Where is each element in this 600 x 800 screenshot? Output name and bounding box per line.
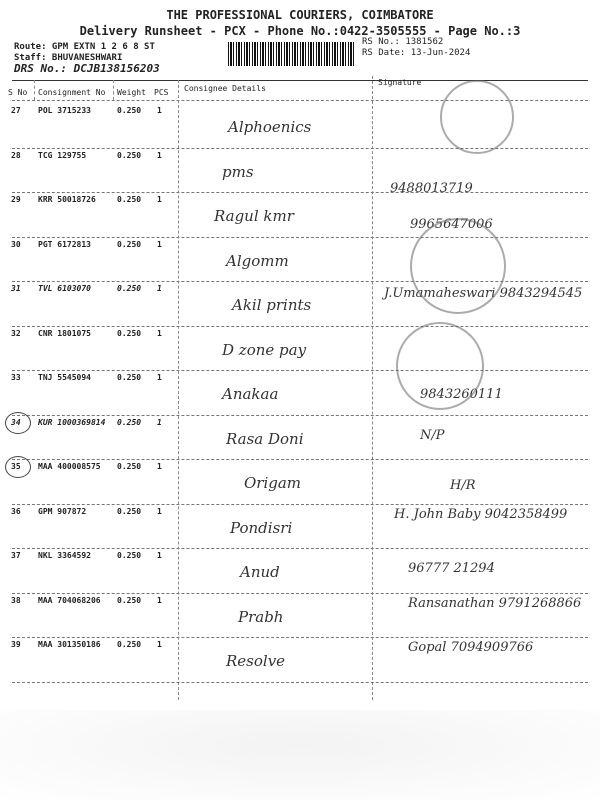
header-rule — [12, 80, 588, 81]
table-row — [0, 596, 600, 640]
col-sno: S No — [8, 88, 28, 97]
staff-label: Staff: BHUVANESHWARI — [14, 53, 123, 63]
row-weight: 0.250 — [117, 551, 142, 560]
row-consignment: MAA 301350186 — [38, 640, 101, 649]
row-pcs: 1 — [157, 239, 162, 249]
row-pcs: 1 — [157, 551, 162, 560]
col-divider — [34, 80, 35, 100]
row-signature: H. John Baby 9042358499 — [394, 506, 568, 522]
sno-circle-mark — [5, 456, 31, 478]
row-separator — [12, 326, 588, 327]
row-separator — [12, 237, 588, 238]
row-weight: 0.250 — [117, 284, 142, 293]
row-consignee-handwriting: Anud — [240, 563, 280, 581]
row-pcs: 1 — [157, 284, 162, 293]
row-consignee-handwriting: Ragul kmr — [214, 207, 294, 225]
row-sno: 30 — [11, 239, 21, 249]
row-sno: 35 — [11, 462, 21, 471]
row-sno: 27 — [11, 106, 21, 115]
row-consignment: TVL 6103070 — [38, 284, 91, 293]
row-signature: 96777 21294 — [408, 561, 495, 576]
table-row — [0, 240, 600, 284]
row-separator — [12, 192, 588, 193]
stamp-seal — [410, 218, 506, 314]
row-signature: Gopal 7094909766 — [408, 640, 534, 655]
row-sno: 32 — [11, 328, 21, 338]
row-sno: 33 — [11, 373, 21, 382]
row-weight: 0.250 — [117, 417, 142, 427]
row-weight: 0.250 — [117, 373, 142, 382]
sno-circle-mark — [5, 412, 31, 434]
stamp-seal — [396, 322, 484, 410]
row-consignee-handwriting: Anakaa — [222, 385, 279, 403]
table-row — [0, 462, 600, 506]
row-weight: 0.250 — [117, 462, 142, 471]
row-separator — [12, 370, 588, 371]
row-weight: 0.250 — [117, 106, 142, 115]
row-consignment: NKL 3364592 — [38, 551, 91, 560]
row-signature: 9488013719 — [390, 180, 473, 196]
row-pcs: 1 — [157, 417, 162, 427]
row-signature: J.Umamaheswari 9843294545 — [384, 286, 583, 301]
row-consignee-handwriting: Alphoenics — [228, 118, 312, 136]
row-pcs: 1 — [157, 106, 162, 115]
table-row — [0, 329, 600, 373]
row-signature: H/R — [450, 478, 476, 493]
barcode — [228, 42, 354, 66]
row-consignment: KUR 1000369814 — [38, 417, 106, 427]
row-consignment: TNJ 5545094 — [38, 373, 91, 382]
row-sno: 39 — [11, 640, 21, 649]
row-consignee-handwriting: Akil prints — [232, 296, 312, 314]
row-separator — [12, 459, 588, 460]
row-separator — [12, 504, 588, 505]
row-pcs: 1 — [157, 595, 162, 605]
row-separator — [12, 637, 588, 638]
row-separator — [12, 548, 588, 549]
col-divider — [113, 80, 114, 100]
row-consignment: POL 3715233 — [38, 106, 91, 115]
row-sno: 29 — [11, 195, 21, 204]
row-consignee-handwriting: Resolve — [226, 652, 286, 670]
row-separator — [12, 415, 588, 416]
table-row — [0, 151, 600, 195]
row-signature: 9965647006 — [410, 217, 493, 232]
row-consignment: TCG 129755 — [38, 150, 87, 160]
row-consignee-handwriting: Prabh — [238, 607, 284, 626]
col-pcs: PCS — [154, 88, 169, 97]
row-pcs: 1 — [157, 328, 162, 338]
row-pcs: 1 — [157, 373, 162, 382]
row-weight: 0.250 — [117, 328, 142, 338]
faded-footer — [0, 710, 600, 800]
row-sno: 34 — [11, 417, 21, 427]
table-row — [0, 195, 600, 239]
row-weight: 0.250 — [117, 506, 142, 516]
row-consignee-handwriting: Pondisri — [230, 518, 293, 537]
row-consignment: GPM 907872 — [38, 506, 87, 516]
row-weight: 0.250 — [117, 595, 142, 605]
row-consignment: CNR 1801075 — [38, 328, 91, 338]
row-consignment: KRR 50018726 — [38, 195, 96, 204]
row-consignee-handwriting: pms — [222, 162, 254, 181]
col-consignment: Consignment No — [38, 88, 106, 97]
row-signature: N/P — [420, 427, 445, 443]
table-row — [0, 284, 600, 328]
col-weight: Weight — [117, 88, 146, 97]
row-sno: 36 — [11, 506, 21, 516]
row-sno: 37 — [11, 551, 21, 560]
table-row — [0, 507, 600, 551]
row-consignment: PGT 6172813 — [38, 239, 91, 249]
row-weight: 0.250 — [117, 239, 142, 249]
row-consignment: MAA 704068206 — [38, 595, 101, 605]
row-consignee-handwriting: Rasa Doni — [226, 429, 304, 448]
company-title: THE PROFESSIONAL COURIERS, COIMBATORE — [166, 8, 434, 22]
table-row — [0, 551, 600, 595]
row-weight: 0.250 — [117, 150, 142, 160]
row-pcs: 1 — [157, 640, 162, 649]
col-signature: Signature — [378, 78, 422, 87]
table-row — [0, 418, 600, 462]
row-pcs: 1 — [157, 462, 162, 471]
row-sno: 28 — [11, 150, 21, 160]
row-separator — [12, 148, 588, 149]
row-pcs: 1 — [157, 506, 162, 516]
drs-number: DRS No.: DCJB138156203 — [14, 62, 160, 75]
row-signature: 9843260111 — [420, 387, 503, 402]
row-separator — [12, 682, 588, 683]
row-sno: 38 — [11, 595, 21, 605]
row-consignment: MAA 400008575 — [38, 462, 101, 471]
row-weight: 0.250 — [117, 195, 142, 204]
row-weight: 0.250 — [117, 640, 142, 649]
row-separator — [12, 593, 588, 594]
col-consignee-details: Consignee Details — [184, 84, 266, 93]
runsheet-subtitle: Delivery Runsheet - PCX - Phone No.:0422-3505555 - Page No.:3 — [79, 24, 521, 38]
row-pcs: 1 — [157, 150, 162, 160]
route-label: Route: GPM EXTN 1 2 6 8 ST — [14, 42, 155, 52]
row-consignee-handwriting: Origam — [244, 474, 302, 492]
rs-date: RS Date: 13-Jun-2024 — [362, 48, 471, 58]
stamp-seal — [440, 80, 514, 154]
rs-number: RS No.: 1381562 — [362, 37, 444, 47]
row-signature: Ransanathan 9791268866 — [408, 595, 582, 611]
row-consignee-handwriting: Algomm — [226, 251, 289, 270]
table-row — [0, 373, 600, 417]
row-consignee-handwriting: D zone pay — [222, 340, 307, 359]
row-sno: 31 — [11, 284, 21, 293]
row-pcs: 1 — [157, 195, 162, 204]
table-row — [0, 640, 600, 684]
